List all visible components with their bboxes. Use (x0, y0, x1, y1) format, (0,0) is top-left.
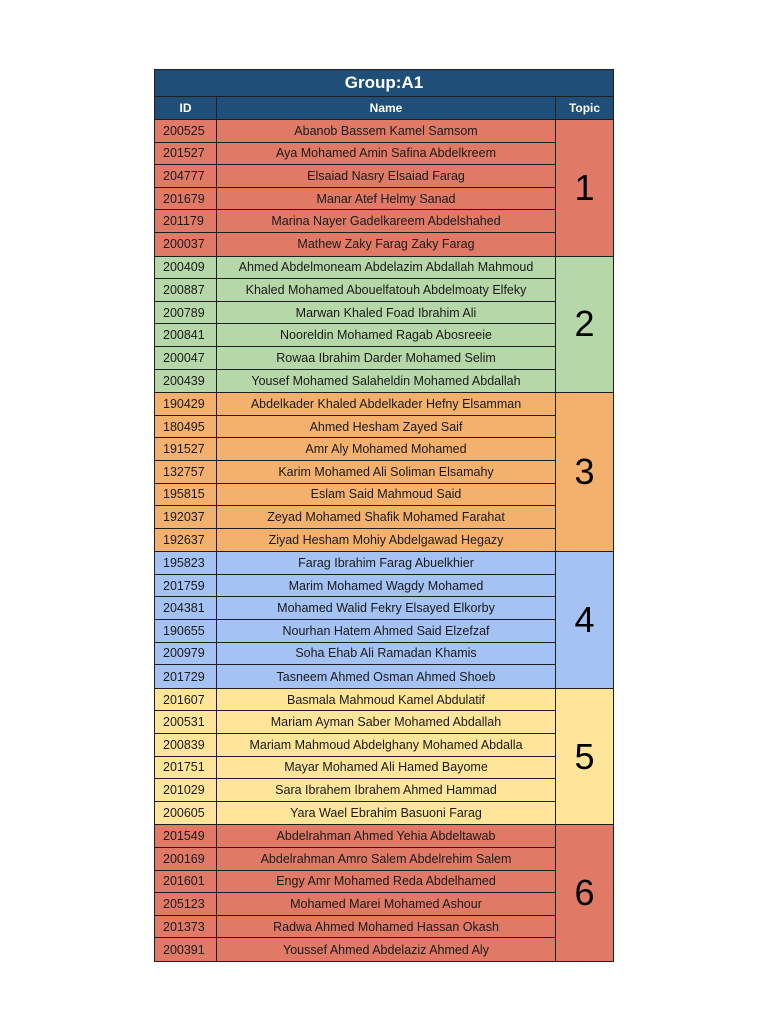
student-name-cell: Aya Mohamed Amin Safina Abdelkreem (217, 143, 556, 165)
table-row (155, 689, 556, 712)
student-name-cell: Marina Nayer Gadelkareem Abdelshahed (217, 210, 556, 232)
header-name: Name (217, 97, 556, 119)
table-row (155, 938, 556, 961)
student-id-cell: 200605 (155, 802, 217, 825)
table-row (155, 370, 556, 393)
student-name-cell: Mariam Mahmoud Abdelghany Mohamed Abdalla (217, 734, 556, 756)
table-row (155, 779, 556, 802)
student-id-cell: 204381 (155, 597, 217, 619)
student-id-cell: 201751 (155, 757, 217, 779)
student-id-cell: 201729 (155, 665, 217, 688)
student-id-cell: 205123 (155, 893, 217, 915)
table-row (155, 438, 556, 461)
student-name-cell: Marwan Khaled Foad Ibrahim Ali (217, 302, 556, 324)
student-id-cell: 201759 (155, 575, 217, 597)
student-name-cell: Amr Aly Mohamed Mohamed (217, 438, 556, 460)
table-row (155, 347, 556, 370)
table-row (155, 871, 556, 894)
student-name-cell: Mohamed Marei Mohamed Ashour (217, 893, 556, 915)
table-row (155, 416, 556, 439)
student-id-cell: 200531 (155, 711, 217, 733)
student-id-cell: 200887 (155, 279, 217, 301)
student-id-cell: 204777 (155, 165, 217, 187)
student-name-cell: Eslam Said Mahmoud Said (217, 484, 556, 506)
student-name-cell: Tasneem Ahmed Osman Ahmed Shoeb (217, 665, 556, 688)
student-name-cell: Manar Atef Helmy Sanad (217, 188, 556, 210)
student-id-cell: 192637 (155, 529, 217, 552)
student-name-cell: Farag Ibrahim Farag Abuelkhier (217, 552, 556, 574)
student-name-cell: Nooreldin Mohamed Ragab Abosreeie (217, 324, 556, 346)
student-id-cell: 132757 (155, 461, 217, 483)
table-row (155, 210, 556, 233)
topic-number-cell: 5 (574, 735, 595, 777)
student-id-cell: 200047 (155, 347, 217, 369)
table-row (155, 916, 556, 939)
group-rows (155, 393, 556, 551)
student-id-cell: 180495 (155, 416, 217, 438)
table-row (155, 165, 556, 188)
student-name-cell: Sara Ibrahem Ibrahem Ahmed Hammad (217, 779, 556, 801)
student-id-cell: 200525 (155, 120, 217, 142)
student-name-cell: Ahmed Abdelmoneam Abdelazim Abdallah Mahmoud (217, 257, 556, 279)
topic-group (155, 689, 613, 826)
table-row (155, 893, 556, 916)
table-row (155, 643, 556, 666)
student-id-cell: 201679 (155, 188, 217, 210)
student-id-cell: 200979 (155, 643, 217, 665)
table-row (155, 143, 556, 166)
student-id-cell: 200037 (155, 233, 217, 256)
table-title: Group:A1 (155, 70, 613, 97)
student-name-cell: Radwa Ahmed Mohamed Hassan Okash (217, 916, 556, 938)
table-row (155, 848, 556, 871)
groups-body (155, 120, 613, 961)
table-row (155, 757, 556, 780)
table-row (155, 734, 556, 757)
table-row (155, 188, 556, 211)
student-name-cell: Rowaa Ibrahim Darder Mohamed Selim (217, 347, 556, 369)
student-name-cell: Nourhan Hatem Ahmed Said Elzefzaf (217, 620, 556, 642)
student-id-cell: 200789 (155, 302, 217, 324)
header-row (155, 97, 613, 120)
header-id: ID (155, 97, 217, 119)
topic-number-cell: 2 (574, 303, 595, 345)
student-id-cell: 201601 (155, 871, 217, 893)
student-name-cell: Mathew Zaky Farag Zaky Farag (217, 233, 556, 256)
student-id-cell: 201029 (155, 779, 217, 801)
topic-number-cell: 3 (574, 451, 595, 493)
topic-group (155, 257, 613, 394)
student-name-cell: Abdelkader Khaled Abdelkader Hefny Elsamman (217, 393, 556, 415)
group-rows (155, 257, 556, 393)
table-row (155, 302, 556, 325)
student-name-cell: Khaled Mohamed Abouelfatouh Abdelmoaty Elfeky (217, 279, 556, 301)
student-id-cell: 200409 (155, 257, 217, 279)
topic-group (155, 393, 613, 552)
table-row (155, 506, 556, 529)
table-row (155, 665, 556, 688)
student-name-cell: Basmala Mahmoud Kamel Abdulatif (217, 689, 556, 711)
student-id-cell: 192037 (155, 506, 217, 528)
student-name-cell: Mariam Ayman Saber Mohamed Abdallah (217, 711, 556, 733)
student-name-cell: Mohamed Walid Fekry Elsayed Elkorby (217, 597, 556, 619)
table-row (155, 552, 556, 575)
student-name-cell: Zeyad Mohamed Shafik Mohamed Farahat (217, 506, 556, 528)
table-row (155, 802, 556, 825)
group-rows (155, 552, 556, 688)
student-name-cell: Yousef Mohamed Salaheldin Mohamed Abdallah (217, 370, 556, 393)
group-rows (155, 120, 556, 256)
topic-group (155, 552, 613, 689)
table-row (155, 120, 556, 143)
student-id-cell: 190429 (155, 393, 217, 415)
table-row (155, 597, 556, 620)
table-row (155, 825, 556, 848)
student-id-cell: 195823 (155, 552, 217, 574)
student-id-cell: 190655 (155, 620, 217, 642)
student-name-cell: Karim Mohamed Ali Soliman Elsamahy (217, 461, 556, 483)
student-id-cell: 201373 (155, 916, 217, 938)
student-id-cell: 200169 (155, 848, 217, 870)
table-row (155, 233, 556, 256)
topic-group (155, 120, 613, 257)
student-id-cell: 191527 (155, 438, 217, 460)
student-name-cell: Ahmed Hesham Zayed Saif (217, 416, 556, 438)
student-id-cell: 201179 (155, 210, 217, 232)
header-topic: Topic (568, 101, 601, 115)
student-name-cell: Soha Ehab Ali Ramadan Khamis (217, 643, 556, 665)
topic-number-cell: 6 (574, 872, 595, 914)
topic-number-cell: 4 (574, 599, 595, 641)
topic-number-cell: 1 (574, 166, 595, 208)
student-name-cell: Engy Amr Mohamed Reda Abdelhamed (217, 871, 556, 893)
topic-group (155, 825, 613, 961)
student-id-cell: 200841 (155, 324, 217, 346)
student-name-cell: Abanob Bassem Kamel Samsom (217, 120, 556, 142)
student-name-cell: Youssef Ahmed Abdelaziz Ahmed Aly (217, 938, 556, 961)
table-row (155, 461, 556, 484)
student-id-cell: 195815 (155, 484, 217, 506)
table-row (155, 575, 556, 598)
group-rows (155, 825, 556, 961)
student-id-cell: 200839 (155, 734, 217, 756)
student-id-cell: 201549 (155, 825, 217, 847)
table-row (155, 393, 556, 416)
student-name-cell: Mayar Mohamed Ali Hamed Bayome (217, 757, 556, 779)
student-id-cell: 200439 (155, 370, 217, 393)
student-name-cell: Yara Wael Ebrahim Basuoni Farag (217, 802, 556, 825)
student-name-cell: Abdelrahman Amro Salem Abdelrehim Salem (217, 848, 556, 870)
table-row (155, 484, 556, 507)
group-rows (155, 689, 556, 825)
student-id-cell: 201527 (155, 143, 217, 165)
table-row (155, 711, 556, 734)
student-name-cell: Abdelrahman Ahmed Yehia Abdeltawab (217, 825, 556, 847)
table-row (155, 279, 556, 302)
student-name-cell: Marim Mohamed Wagdy Mohamed (217, 575, 556, 597)
group-table (154, 69, 614, 962)
table-row (155, 529, 556, 552)
student-id-cell: 200391 (155, 938, 217, 961)
table-row (155, 324, 556, 347)
table-row (155, 620, 556, 643)
table-row (155, 257, 556, 280)
student-id-cell: 201607 (155, 689, 217, 711)
student-name-cell: Elsaiad Nasry Elsaiad Farag (217, 165, 556, 187)
student-name-cell: Ziyad Hesham Mohiy Abdelgawad Hegazy (217, 529, 556, 552)
